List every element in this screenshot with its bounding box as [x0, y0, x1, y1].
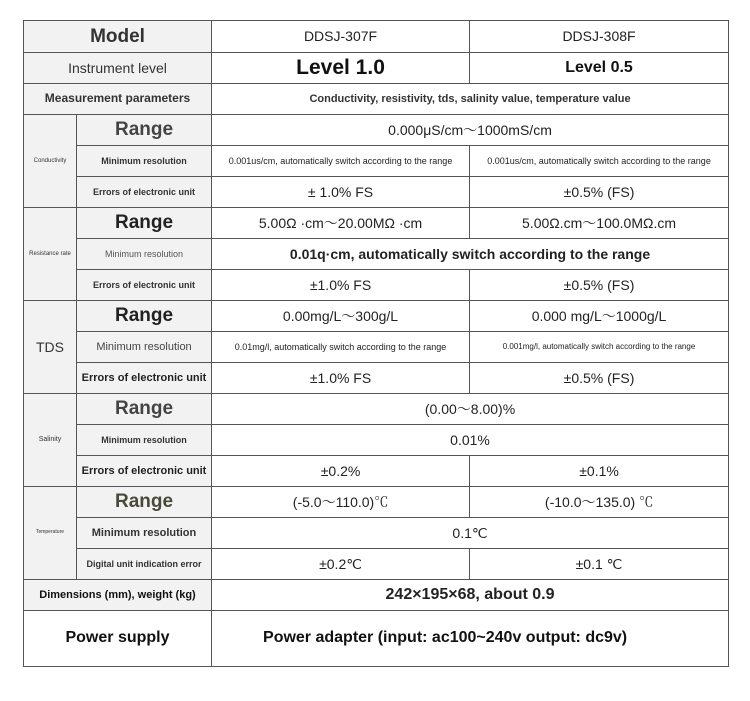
salinity-range-label: Range [77, 394, 212, 425]
resistance-resolution-label: Minimum resolution [77, 239, 212, 270]
conductivity-error-row [24, 177, 729, 208]
power-row [24, 611, 729, 667]
salinity-error-b: ±0.1% [470, 456, 729, 487]
tds-resolution-b: 0.001mg/l, automatically switch according to the range [470, 332, 729, 363]
temperature-error-row [24, 549, 729, 580]
conductivity-resolution-b: 0.001us/cm, automatically switch according to the range [470, 146, 729, 177]
spec-table [23, 20, 729, 667]
measurement-row [24, 84, 729, 115]
temperature-range-b: (-10.0～135.0) ℃ [470, 487, 729, 518]
resistance-range-a: 5.00Ω ·cm～20.00MΩ ·cm [212, 208, 470, 239]
tds-resolution-row [24, 332, 729, 363]
temperature-resolution-row [24, 518, 729, 549]
tds-error-a: ±1.0% FS [212, 363, 470, 394]
temperature-range-label: Range [77, 487, 212, 518]
salinity-error-a: ±0.2% [212, 456, 470, 487]
resistance-range-b: 5.00Ω.cm～100.0MΩ.cm [470, 208, 729, 239]
tds-range-a: 0.00mg/L～300g/L [212, 301, 470, 332]
salinity-group-label: Salinity [24, 394, 77, 487]
tds-error-row [24, 363, 729, 394]
resistance-resolution-row [24, 239, 729, 270]
tds-group-label: TDS [24, 301, 77, 394]
salinity-range-row [24, 394, 729, 425]
model-label: Model [24, 21, 212, 53]
conductivity-range-label: Range [77, 115, 212, 146]
conductivity-resolution-row [24, 146, 729, 177]
conductivity-resolution-label: Minimum resolution [77, 146, 212, 177]
conductivity-range-row [24, 115, 729, 146]
salinity-resolution-value: 0.01% [212, 425, 729, 456]
salinity-resolution-row [24, 425, 729, 456]
salinity-range-value: (0.00～8.00)% [212, 394, 729, 425]
instrument-level-label: Instrument level [24, 53, 212, 84]
dimensions-value: 242×195×68, about 0.9 [212, 580, 729, 611]
conductivity-error-label: Errors of electronic unit [77, 177, 212, 208]
dimensions-row [24, 580, 729, 611]
measurement-label: Measurement parameters [24, 84, 212, 115]
conductivity-resolution-a: 0.001us/cm, automatically switch according to the range [212, 146, 470, 177]
temperature-resolution-value: 0.1℃ [212, 518, 729, 549]
resistance-error-b: ±0.5% (FS) [470, 270, 729, 301]
model-b: DDSJ-308F [470, 21, 729, 53]
salinity-error-row [24, 456, 729, 487]
temperature-group-label: Temperature [24, 487, 77, 580]
resistance-resolution-value: 0.01q·cm, automatically switch according to the range [212, 239, 729, 270]
instrument-level-a: Level 1.0 [212, 53, 470, 84]
tds-resolution-label: Minimum resolution [77, 332, 212, 363]
resistance-group-label: Resistance rate [24, 208, 77, 301]
tds-error-b: ±0.5% (FS) [470, 363, 729, 394]
tds-range-row [24, 301, 729, 332]
dimensions-label: Dimensions (mm), weight (kg) [24, 580, 212, 611]
tds-resolution-a: 0.01mg/l, automatically switch according to the range [212, 332, 470, 363]
temperature-range-row [24, 487, 729, 518]
temperature-error-a: ±0.2℃ [212, 549, 470, 580]
temperature-range-a: (-5.0～110.0)℃ [212, 487, 470, 518]
conductivity-error-a: ± 1.0% FS [212, 177, 470, 208]
conductivity-error-b: ±0.5% (FS) [470, 177, 729, 208]
tds-range-label: Range [77, 301, 212, 332]
instrument-level-row [24, 53, 729, 84]
resistance-error-label: Errors of electronic unit [77, 270, 212, 301]
resistance-error-row [24, 270, 729, 301]
temperature-error-b: ±0.1 ℃ [470, 549, 729, 580]
tds-range-b: 0.000 mg/L～1000g/L [470, 301, 729, 332]
instrument-level-b: Level 0.5 [470, 53, 729, 84]
header-row [24, 21, 729, 53]
resistance-range-label: Range [77, 208, 212, 239]
conductivity-range-value: 0.000μS/cm～1000mS/cm [212, 115, 729, 146]
temperature-error-label: Digital unit indication error [77, 549, 212, 580]
temperature-resolution-label: Minimum resolution [77, 518, 212, 549]
salinity-resolution-label: Minimum resolution [77, 425, 212, 456]
tds-error-label: Errors of electronic unit [77, 363, 212, 394]
model-a: DDSJ-307F [212, 21, 470, 53]
measurement-value: Conductivity, resistivity, tds, salinity value, temperature value [212, 84, 729, 115]
resistance-error-a: ±1.0% FS [212, 270, 470, 301]
salinity-error-label: Errors of electronic unit [77, 456, 212, 487]
power-value: Power adapter (input: ac100~240v output: dc9v) [212, 611, 729, 667]
resistance-range-row [24, 208, 729, 239]
power-label: Power supply [24, 611, 212, 667]
conductivity-group-label: Conductivity [24, 115, 77, 208]
